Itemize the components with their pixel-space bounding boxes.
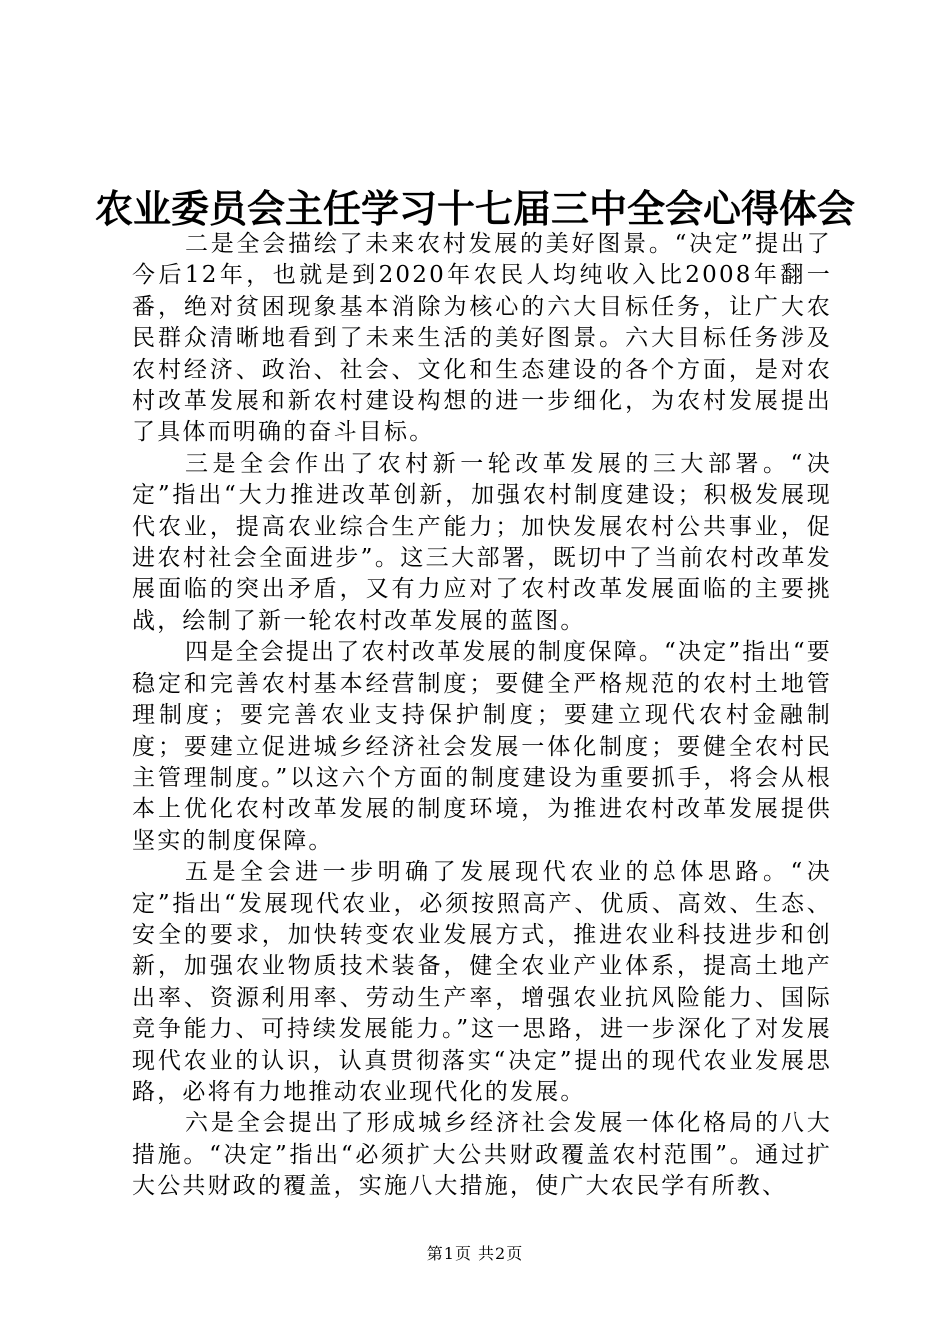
- page-number-footer: 第1页 共2页: [426, 1244, 524, 1263]
- document-body: [132, 229, 832, 1203]
- document-title: 农业委员会主任学习十七届三中全会心得体会: [94, 186, 855, 231]
- paragraph-modern-agriculture: 五是全会进一步明确了发展现代农业的总体思路。“决定”指出“发展现代农业，必须按照高产、优质、高效、生态、安全的要求，加快转变农业发展方式，推进农业科技进步和创新，加强农业物质技术装备，健全农业产业体系，提高土地产出率、资源利用率、劳动生产率，增强农业抗风险能力、国际竞争能力、可持续发展能力。”这一思路，进一步深化了对发展现代农业的认识，认真贯彻落实“决定”提出的现代农业发展思路，必将有力地推动农业现代化的发展。: [132, 859, 832, 1105]
- paragraph-deployments: 三是全会作出了农村新一轮改革发展的三大部署。“决定”指出“大力推进改革创新，加强农村制度建设；积极发展现代农业，提高农业综合生产能力；加快发展农村公共事业，促进农村社会全面进步”。这三大部署，既切中了当前农村改革发展面临的突出矛盾，又有力应对了农村改革发展面临的主要挑战，绘制了新一轮农村改革发展的蓝图。: [132, 450, 832, 634]
- paragraph-institutional-guarantee: 四是全会提出了农村改革发展的制度保障。“决定”指出“要稳定和完善农村基本经营制度；要健全严格规范的农村土地管理制度；要完善农业支持保护制度；要建立现代农村金融制度；要建立促进城乡经济社会发展一体化制度；要健全农村民主管理制度。”以这六个方面的制度建设为重要抓手，将会从根本上优化农村改革发展的制度环境，为推进农村改革发展提供坚实的制度保障。: [132, 639, 832, 854]
- paragraph-urban-rural-integration: 六是全会提出了形成城乡经济社会发展一体化格局的八大措施。“决定”指出“必须扩大公共财政覆盖农村范围”。通过扩大公共财政的覆盖，实施八大措施，使广大农民学有所教、: [132, 1110, 832, 1200]
- paragraph-goals: 二是全会描绘了未来农村发展的美好图景。“决定”提出了今后12年，也就是到2020年农民人均纯收入比2008年翻一番，绝对贫困现象基本消除为核心的六大目标任务，让广大农民群众清晰地看到了未来生活的美好图景。六大目标任务涉及农村经济、政治、社会、文化和生态建设的各个方面，是对农村改革发展和新农村建设构想的进一步细化，为农村发展提出了具体而明确的奋斗目标。: [132, 231, 832, 446]
